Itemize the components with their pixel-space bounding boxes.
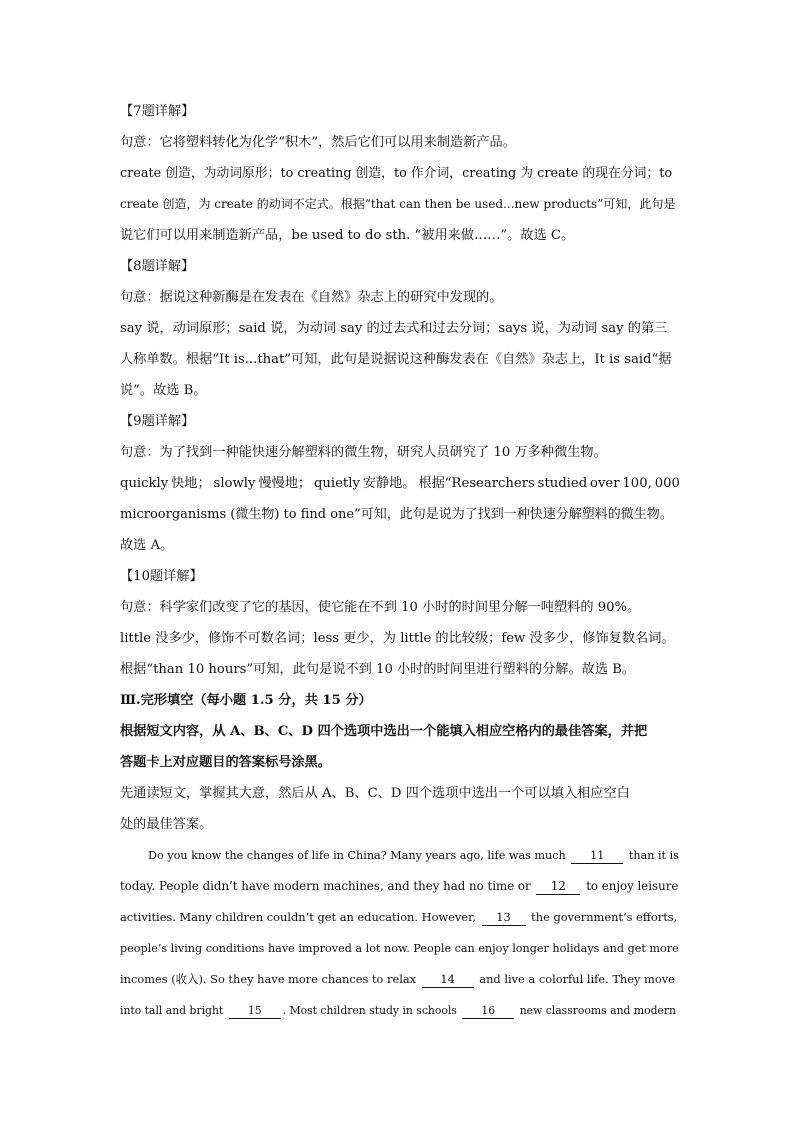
passage-text: Do you know the changes of life in China? Many years ago, life was much (148, 849, 566, 862)
q9-word: 000 (654, 476, 680, 491)
q9-explanation-line-1 (120, 468, 680, 499)
q10-meaning: 句意：科学家们改变了它的基因，使它能在不到 10 小时的时间里分解一吨塑料的 90%。 (120, 600, 641, 615)
passage-line-6 (120, 995, 680, 1026)
blank-13: 13 (482, 910, 526, 926)
q9-word: quietly (313, 476, 360, 491)
q9-word: 100, (622, 476, 652, 491)
passage-line-1 (120, 840, 680, 871)
q7-explanation-line-3: 说它们可以用来制造新产品，be used to do sth. “被用来做……”。故选 C。 (120, 228, 575, 243)
passage-text: new classrooms and modern (519, 1004, 677, 1017)
passage-text: incomes (收入). So they have more chances to relax (120, 972, 417, 986)
q9-word: 安静地。 (362, 476, 416, 491)
q9-word: quickly (120, 476, 169, 491)
section-instruction-line-1: 根据短文内容，从 A、B、C、D 四个选项中选出一个能填入相应空格内的最佳答案，并把 (120, 724, 648, 739)
blank-15: 15 (229, 1003, 281, 1019)
q9-word: slowly (213, 476, 256, 491)
q8-explanation-line-2: 人称单数。根据“It is...that”可知，此句是说据说这种酶发表在《自然》杂志上，It is said“据 (120, 352, 672, 367)
q9-meaning: 句意：为了找到一种能快速分解塑料的微生物，研究人员研究了 10 万多种微生物。 (120, 445, 607, 460)
passage-text: . Most children study in schools (282, 1004, 457, 1017)
q9-word: 快地； (171, 476, 211, 491)
passage-text: today. People didn’t have modern machines, and they had no time or (120, 879, 531, 893)
passage-text: the government’s efforts, (531, 910, 678, 924)
blank-11: 11 (571, 848, 623, 864)
q9-explanation-line-3: 故选 A。 (120, 538, 174, 553)
q10-explanation-line-1: little 没多少，修饰不可数名词；less 更少，为 little 的比较级；few 没多少，修饰复数名词。 (120, 631, 675, 646)
passage-text: activities. Many children couldn’t get an education. However, (120, 910, 476, 924)
q9-word: 慢慢地； (258, 476, 312, 491)
section-title: Ⅲ.完形填空（每小题 1.5 分，共 15 分） (120, 693, 372, 708)
passage-text: into tall and bright (120, 1004, 224, 1017)
q7-meaning: 句意：它将塑料转化为化学“积木”，然后它们可以用来制造新产品。 (120, 135, 516, 150)
q8-explanation-line-3: 说”。故选 B。 (120, 383, 207, 398)
section-instruction-line-4: 处的最佳答案。 (120, 817, 213, 832)
passage-line-4: people’s living conditions have improved a lot now. People can enjoy longer holidays and get more (120, 942, 679, 955)
q9-header: 【9题详解】 (120, 414, 195, 429)
q9-word: studied (537, 476, 588, 491)
q10-explanation-line-2: 根据“than 10 hours”可知，此句是说不到 10 小时的时间里进行塑料的分解。故选 B。 (120, 662, 636, 677)
q9-explanation-line-2: microorganisms (微生物) to find one”可知，此句是说为了找到一种快速分解塑料的微生物。 (120, 507, 673, 522)
q9-word: 根据“Researchers (418, 476, 535, 491)
passage-line-2 (120, 871, 680, 902)
q8-explanation-line-1: say 说，动词原形；said 说，为动词 say 的过去式和过去分词；says 说，为动词 say 的第三 (120, 321, 668, 336)
document-page (120, 96, 680, 1026)
blank-12: 12 (536, 879, 580, 895)
q9-word: over (590, 476, 620, 491)
q7-explanation-line-2: create 创造，为 create 的动词不定式。根据“that can then be used...new products”可知，此句是 (120, 197, 676, 211)
passage-text: than it is (628, 849, 679, 862)
q8-header: 【8题详解】 (120, 259, 195, 274)
passage-text: to enjoy leisure (586, 879, 679, 893)
q8-meaning: 句意：据说这种新酶是在发表在《自然》杂志上的研究中发现的。 (120, 290, 503, 305)
passage-line-5 (120, 964, 680, 995)
blank-16: 16 (462, 1003, 514, 1019)
section-instruction-line-3: 先通读短文，掌握其大意，然后从 A、B、C、D 四个选项中选出一个可以填入相应空白 (120, 786, 630, 801)
passage-line-3 (120, 902, 680, 933)
q7-header: 【7题详解】 (120, 104, 195, 119)
q10-header: 【10题详解】 (120, 569, 203, 584)
blank-14: 14 (422, 972, 474, 988)
section-instruction-line-2: 答题卡上对应题目的答案标号涂黑。 (120, 755, 331, 770)
q7-explanation-line-1: create 创造，为动词原形；to creating 创造，to 作介词，creating 为 create 的现在分词；to (120, 166, 673, 181)
passage-text: and live a colorful life. They move (479, 972, 675, 986)
